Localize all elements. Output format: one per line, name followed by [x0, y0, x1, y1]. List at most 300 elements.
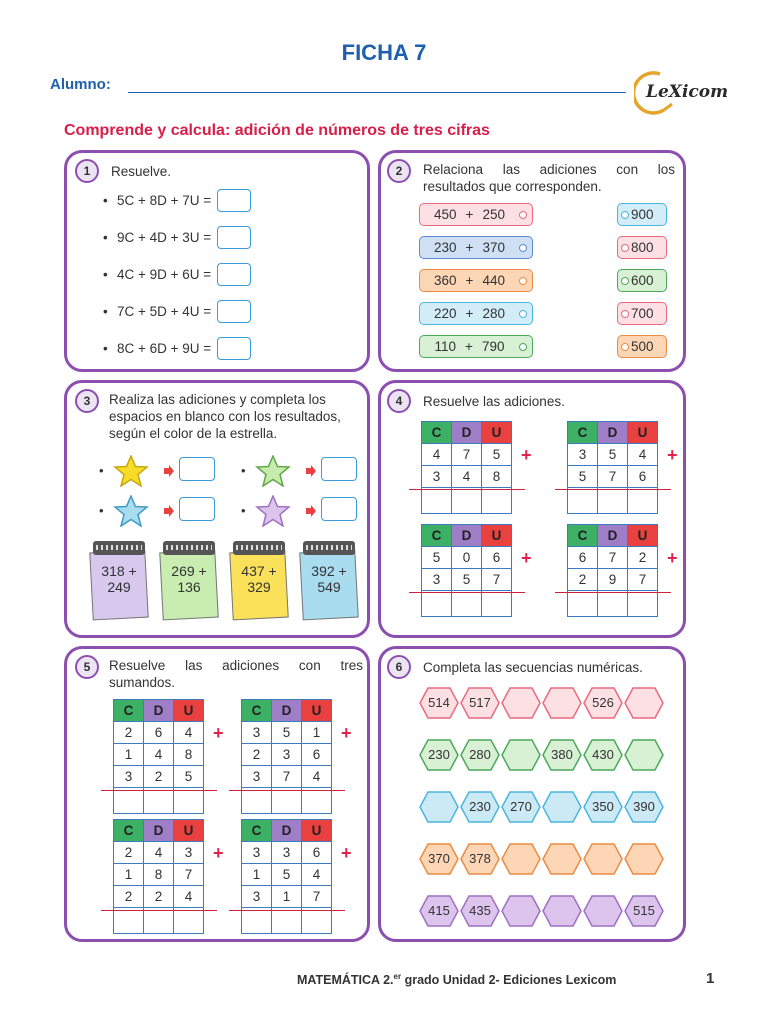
answer-cell[interactable] [242, 908, 272, 934]
digit-cell: 4 [174, 722, 204, 744]
sum-expression: 4C + 9D + 6U = [117, 267, 212, 282]
answer-cell[interactable] [144, 908, 174, 934]
notepad-sum [161, 563, 217, 595]
cdu-header-row [422, 525, 512, 547]
answer-box[interactable] [179, 457, 215, 481]
sum-line [101, 910, 217, 911]
addend-a: 360 [434, 273, 457, 288]
sum-line [555, 592, 671, 593]
addend-row [568, 569, 658, 591]
answer-cell[interactable] [452, 591, 482, 617]
sequence-value: 514 [428, 695, 450, 710]
hexagon-shape [501, 739, 541, 771]
sum-line [555, 489, 671, 490]
addition-pill[interactable] [419, 335, 533, 358]
place-value-header: D [452, 422, 482, 444]
exercise-1-panel [64, 150, 370, 372]
answer-cell[interactable] [568, 488, 598, 514]
cdu-header-row [114, 820, 204, 842]
answer-row[interactable] [114, 908, 204, 934]
notepad [91, 541, 149, 621]
star-answer [99, 455, 219, 485]
result-pill[interactable] [617, 302, 667, 325]
exercise-5-panel [64, 646, 370, 942]
digit-cell: 7 [628, 569, 658, 591]
sequence-blank-hex[interactable] [583, 895, 623, 927]
answer-cell[interactable] [628, 488, 658, 514]
match-dot[interactable] [519, 310, 527, 318]
addend-row [568, 444, 658, 466]
sequence-blank-hex[interactable] [583, 843, 623, 875]
hexagon-shape [542, 895, 582, 927]
hexagon-shape [583, 895, 623, 927]
hexagon-shape [501, 843, 541, 875]
addend-b: 250 [482, 207, 505, 222]
notepad-line-2: 329 [247, 579, 271, 595]
cdu-table [421, 421, 512, 514]
digit-cell: 5 [422, 547, 452, 569]
answer-cell[interactable] [302, 908, 332, 934]
student-name-line[interactable] [128, 92, 626, 93]
answer-cell[interactable] [598, 488, 628, 514]
sequence-hex [460, 843, 500, 875]
addend-row [114, 722, 204, 744]
answer-cell[interactable] [242, 788, 272, 814]
answer-cell[interactable] [452, 488, 482, 514]
result-pill[interactable] [617, 203, 667, 226]
result-value: 900 [631, 207, 654, 222]
hexagon-shape [624, 843, 664, 875]
answer-row[interactable] [422, 488, 512, 514]
sequence-blank-hex[interactable] [624, 687, 664, 719]
logo-text: LeXicom [646, 82, 729, 102]
sequence-hex [501, 791, 541, 823]
notepad-sum [91, 563, 147, 595]
sequence-blank-hex[interactable] [542, 843, 582, 875]
place-value-header: D [272, 820, 302, 842]
place-value-header: U [174, 820, 204, 842]
digit-cell: 4 [452, 466, 482, 488]
star-icon [113, 495, 149, 527]
answer-cell[interactable] [272, 908, 302, 934]
match-dot[interactable] [621, 277, 629, 285]
addend-a: 450 [434, 207, 457, 222]
answer-cell[interactable] [272, 788, 302, 814]
notepad-line-1: 318 + [101, 563, 137, 579]
sum-row [103, 263, 251, 286]
plus-sign: + [341, 723, 352, 743]
bullet: • [103, 193, 108, 208]
hexagon-shape [624, 739, 664, 771]
notepad-line-1: 269 + [171, 563, 207, 579]
place-value-header: D [452, 525, 482, 547]
place-value-header: C [242, 700, 272, 722]
addend-row [242, 864, 332, 886]
addition-pill[interactable] [419, 203, 533, 226]
exercise-3-panel [64, 380, 370, 638]
star-icon [255, 495, 291, 527]
hexagon-shape [542, 687, 582, 719]
digit-cell: 5 [482, 444, 512, 466]
answer-cell[interactable] [482, 488, 512, 514]
sequence-value: 270 [510, 799, 532, 814]
sequence-hex [460, 687, 500, 719]
answer-box[interactable] [179, 497, 215, 521]
answer-box[interactable] [321, 497, 357, 521]
plus-sign: + [213, 843, 224, 863]
result-value: 700 [631, 306, 654, 321]
answer-row[interactable] [422, 591, 512, 617]
place-value-header: C [114, 700, 144, 722]
sequence-value: 280 [469, 747, 491, 762]
digit-cell: 7 [452, 444, 482, 466]
addend-b: 280 [482, 306, 505, 321]
addend-row [568, 547, 658, 569]
plus-sign: + [465, 207, 474, 222]
cdu-header-row [242, 700, 332, 722]
answer-cell[interactable] [302, 788, 332, 814]
match-dot[interactable] [621, 343, 629, 351]
answer-cell[interactable] [598, 591, 628, 617]
sequence-blank-hex[interactable] [624, 843, 664, 875]
match-dot[interactable] [621, 310, 629, 318]
digit-cell: 4 [302, 864, 332, 886]
sequence-hex [542, 739, 582, 771]
notepad-rings [163, 541, 215, 555]
answer-cell[interactable] [174, 788, 204, 814]
result-pill[interactable] [617, 269, 667, 292]
match-dot[interactable] [519, 211, 527, 219]
sequence-hex [583, 791, 623, 823]
addition-expression [420, 240, 519, 255]
exercise-number: 6 [387, 655, 411, 679]
answer-cell[interactable] [114, 908, 144, 934]
exercise-4-panel [378, 380, 686, 638]
addend-a: 110 [434, 339, 457, 354]
sequence-value: 370 [428, 851, 450, 866]
result-pill[interactable] [617, 335, 667, 358]
digit-cell: 1 [302, 722, 332, 744]
place-value-header: C [568, 422, 598, 444]
exercise-instruction: Realiza las adiciones y completa los espacios en blanco con los resultados, según el color de la estrella. [109, 392, 341, 441]
digit-cell: 4 [302, 766, 332, 788]
digit-cell: 3 [242, 886, 272, 908]
digit-cell: 2 [568, 569, 598, 591]
result-pill[interactable] [617, 236, 667, 259]
answer-box[interactable] [321, 457, 357, 481]
digit-cell: 3 [174, 842, 204, 864]
digit-cell: 0 [452, 547, 482, 569]
digit-cell: 4 [422, 444, 452, 466]
hexagon-shape [542, 843, 582, 875]
addend-row [114, 864, 204, 886]
arrow-right-icon [305, 465, 317, 477]
notepad-line-1: 392 + [311, 563, 347, 579]
result-value: 600 [631, 273, 654, 288]
page-number: 1 [706, 970, 715, 987]
digit-cell: 5 [272, 722, 302, 744]
match-dot[interactable] [519, 244, 527, 252]
addition-expression [420, 273, 519, 288]
digit-cell: 2 [242, 744, 272, 766]
digit-cell: 1 [114, 744, 144, 766]
answer-box[interactable] [217, 263, 251, 286]
bullet: • [103, 267, 108, 282]
notepad-line-1: 437 + [241, 563, 277, 579]
cdu-header-row [242, 820, 332, 842]
place-value-header: C [568, 525, 598, 547]
plus-sign: + [465, 240, 474, 255]
answer-box[interactable] [217, 189, 251, 212]
answer-cell[interactable] [568, 591, 598, 617]
notepad-line-2: 249 [107, 579, 131, 595]
digit-cell: 7 [174, 864, 204, 886]
sequence-value: 230 [428, 747, 450, 762]
addend-row [114, 744, 204, 766]
addend-a: 230 [434, 240, 457, 255]
digit-cell: 5 [568, 466, 598, 488]
sequence-value: 517 [469, 695, 491, 710]
addend-row [422, 444, 512, 466]
answer-cell[interactable] [114, 788, 144, 814]
digit-cell: 7 [598, 547, 628, 569]
sum-line [409, 489, 525, 490]
addition-expression [420, 339, 519, 354]
place-value-header: C [422, 422, 452, 444]
answer-cell[interactable] [144, 788, 174, 814]
sequence-blank-hex[interactable] [542, 791, 582, 823]
hexagon-shape [624, 687, 664, 719]
match-dot[interactable] [519, 343, 527, 351]
answer-row[interactable] [242, 788, 332, 814]
answer-box[interactable] [217, 337, 251, 360]
digit-cell: 2 [628, 547, 658, 569]
plus-sign: + [341, 843, 352, 863]
digit-cell: 3 [114, 766, 144, 788]
cdu-header-row [422, 422, 512, 444]
digit-cell: 4 [628, 444, 658, 466]
sequence-blank-hex[interactable] [501, 739, 541, 771]
digit-cell: 6 [568, 547, 598, 569]
star-icon [255, 455, 291, 487]
sequence-hex [419, 895, 459, 927]
addend-b: 370 [482, 240, 505, 255]
place-value-header: U [482, 525, 512, 547]
digit-cell: 6 [144, 722, 174, 744]
plus-sign: + [213, 723, 224, 743]
digit-cell: 6 [482, 547, 512, 569]
addend-row [422, 547, 512, 569]
answer-row[interactable] [242, 908, 332, 934]
result-value: 800 [631, 240, 654, 255]
star-answer [99, 495, 219, 525]
addition-expression [420, 306, 519, 321]
sequence-value: 515 [633, 903, 655, 918]
sequence-hex [460, 739, 500, 771]
sequence-hex [460, 895, 500, 927]
arrow-right-icon [163, 505, 175, 517]
answer-cell[interactable] [422, 488, 452, 514]
sequence-blank-hex[interactable] [501, 843, 541, 875]
place-value-header: D [144, 700, 174, 722]
place-value-header: C [114, 820, 144, 842]
sum-expression: 5C + 8D + 7U = [117, 193, 212, 208]
cdu-header-row [114, 700, 204, 722]
addition-pill[interactable] [419, 269, 533, 292]
sequence-value: 378 [469, 851, 491, 866]
plus-sign: + [521, 445, 532, 465]
sequence-blank-hex[interactable] [624, 739, 664, 771]
addend-b: 790 [481, 339, 505, 354]
notepad-sum [301, 563, 357, 595]
sum-row [103, 300, 251, 323]
sequence-value: 430 [592, 747, 614, 762]
place-value-header: D [598, 525, 628, 547]
digit-cell: 3 [568, 444, 598, 466]
sequence-blank-hex[interactable] [542, 895, 582, 927]
digit-cell: 6 [302, 842, 332, 864]
plus-sign: + [465, 273, 474, 288]
sequence-hex [419, 687, 459, 719]
notepad-rings [93, 541, 145, 555]
sequence-blank-hex[interactable] [419, 791, 459, 823]
sequence-hex [583, 739, 623, 771]
addition-pill[interactable] [419, 302, 533, 325]
answer-row[interactable] [568, 591, 658, 617]
lexicom-logo [634, 68, 729, 116]
sum-line [229, 910, 345, 911]
section-subtitle: Comprende y calcula: adición de números de tres cifras [64, 122, 490, 139]
place-value-header: D [144, 820, 174, 842]
addend-b: 440 [482, 273, 505, 288]
plus-sign: + [667, 445, 678, 465]
cdu-table [113, 819, 204, 934]
cdu-header-row [568, 422, 658, 444]
digit-cell: 5 [272, 864, 302, 886]
answer-cell[interactable] [482, 591, 512, 617]
cdu-table [241, 819, 332, 934]
notepad [301, 541, 359, 621]
exercise-instruction: Completa las secuencias numéricas. [423, 660, 643, 675]
digit-cell: 2 [144, 766, 174, 788]
sum-row [103, 337, 251, 360]
bullet: • [241, 463, 246, 478]
digit-cell: 7 [598, 466, 628, 488]
digit-cell: 7 [482, 569, 512, 591]
digit-cell: 2 [144, 886, 174, 908]
answer-row[interactable] [114, 788, 204, 814]
answer-box[interactable] [217, 226, 251, 249]
digit-cell: 4 [174, 886, 204, 908]
digit-cell: 4 [144, 744, 174, 766]
plus-sign: + [465, 306, 474, 321]
notepad-sum [231, 563, 287, 595]
sum-line [229, 790, 345, 791]
digit-cell: 3 [422, 466, 452, 488]
footer-text [297, 972, 616, 987]
cdu-table [421, 524, 512, 617]
sequence-hex [624, 791, 664, 823]
place-value-header: U [482, 422, 512, 444]
place-value-header: U [628, 525, 658, 547]
match-dot[interactable] [519, 277, 527, 285]
exercise-instruction: Resuelve las adiciones con tres sumandos. [109, 658, 363, 690]
sequence-blank-hex[interactable] [501, 895, 541, 927]
addition-pill[interactable] [419, 236, 533, 259]
answer-row[interactable] [568, 488, 658, 514]
cdu-header-row [568, 525, 658, 547]
cdu-table [241, 699, 332, 814]
exercise-instruction: Resuelve. [111, 164, 172, 179]
sequence-blank-hex[interactable] [501, 687, 541, 719]
digit-cell: 2 [114, 886, 144, 908]
notepad [231, 541, 289, 621]
exercise-number: 1 [75, 159, 99, 183]
place-value-header: C [242, 820, 272, 842]
answer-cell[interactable] [422, 591, 452, 617]
digit-cell: 1 [242, 864, 272, 886]
match-dot[interactable] [621, 244, 629, 252]
notepad [161, 541, 219, 621]
exercise-number: 3 [75, 389, 99, 413]
hexagon-shape [583, 843, 623, 875]
notepad-rings [233, 541, 285, 555]
digit-cell: 3 [422, 569, 452, 591]
bullet: • [103, 304, 108, 319]
notepad-line-2: 549 [317, 579, 341, 595]
footer-publisher: grado Unidad 2- Ediciones Lexicom [401, 973, 617, 988]
hexagon-shape [501, 895, 541, 927]
sequence-value: 350 [592, 799, 614, 814]
addend-a: 220 [434, 306, 457, 321]
addend-row [568, 466, 658, 488]
sequence-value: 380 [551, 747, 573, 762]
answer-box[interactable] [217, 300, 251, 323]
sum-expression: 8C + 6D + 9U = [117, 341, 212, 356]
sequence-hex [583, 687, 623, 719]
bullet: • [99, 463, 104, 478]
star-icon [113, 455, 149, 487]
place-value-header: U [302, 820, 332, 842]
answer-cell[interactable] [628, 591, 658, 617]
student-label: Alumno: [50, 76, 111, 93]
digit-cell: 8 [144, 864, 174, 886]
hexagon-shape [501, 687, 541, 719]
digit-cell: 6 [302, 744, 332, 766]
digit-cell: 8 [174, 744, 204, 766]
page-title: FICHA 7 [341, 40, 427, 65]
exercise-number: 4 [387, 389, 411, 413]
answer-cell[interactable] [174, 908, 204, 934]
addend-row [422, 466, 512, 488]
exercise-instruction: Resuelve las adiciones. [423, 394, 565, 409]
bullet: • [99, 503, 104, 518]
digit-cell: 3 [242, 722, 272, 744]
sequence-blank-hex[interactable] [542, 687, 582, 719]
digit-cell: 6 [628, 466, 658, 488]
star-answer [241, 495, 361, 525]
bullet: • [103, 230, 108, 245]
arrow-right-icon [305, 505, 317, 517]
digit-cell: 7 [272, 766, 302, 788]
notepad-rings [303, 541, 355, 555]
match-dot[interactable] [621, 211, 629, 219]
digit-cell: 4 [144, 842, 174, 864]
sequence-hex [419, 739, 459, 771]
digit-cell: 3 [272, 744, 302, 766]
digit-cell: 3 [242, 766, 272, 788]
hexagon-shape [419, 791, 459, 823]
